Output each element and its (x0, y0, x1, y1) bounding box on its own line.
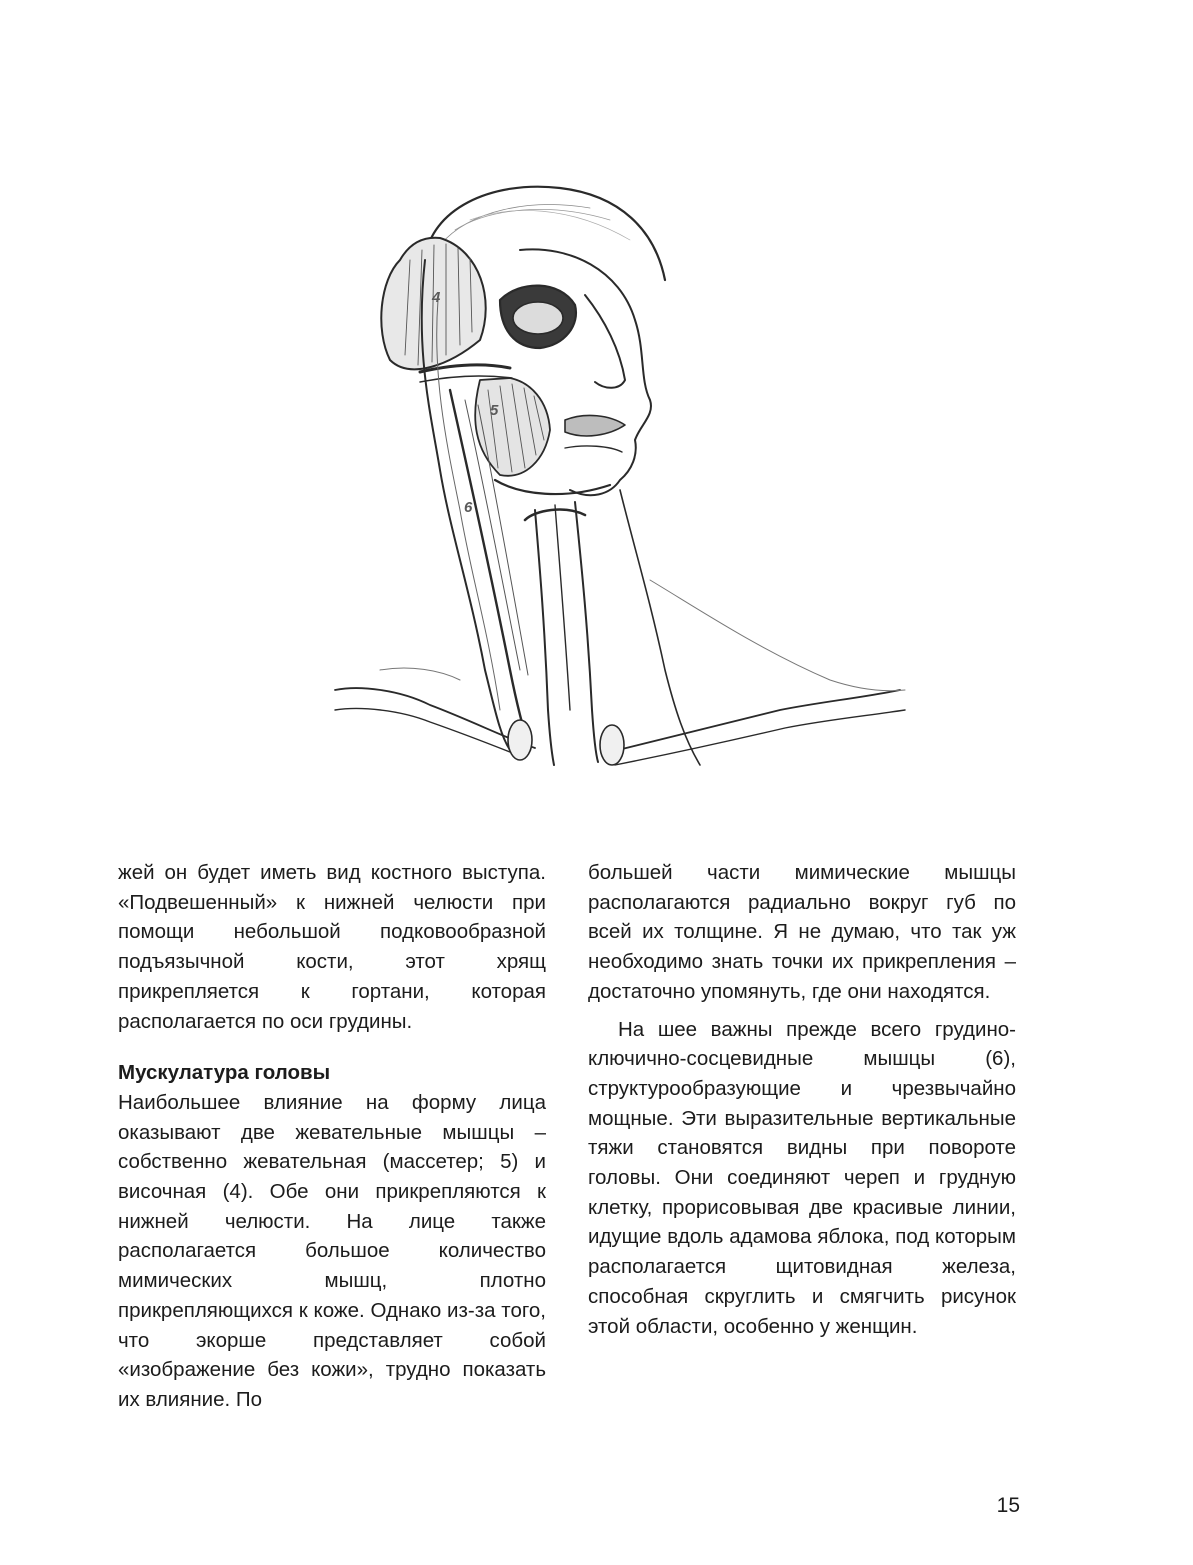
figure-label-6: 6 (464, 499, 473, 516)
left-paragraph-2: Наибольшее влияние на форму лица оказывают две жевательные мышцы – собственно жевательная (массетер; 5) и височная (4). Обе они прикрепляются к нижней челюсти. На лице также располагается большое количество мимических мышц, плотно прикрепляющихся к коже. Однако из-за того, что экорше представляет собой «изображение без кожи», трудно показать их влияние. По (118, 1090, 546, 1411)
anatomy-illustration (320, 150, 920, 790)
figure-label-4: 4 (432, 289, 441, 306)
right-paragraph-1: большей части мимические мышцы располагаются радиально вокруг губ по всей их толщине. Я не думаю, что так уж необходимо знать точки их прикрепления – достаточно упомянуть, где они находятся. (588, 861, 1016, 1003)
left-paragraph-1: жей он будет иметь вид костного выступа. «Подвешенный» к нижней челюсти при помощи небольшой подковообразной подъязычной кости, этот хрящ прикрепляется к гортани, которая располагается по оси грудины. (118, 861, 546, 1033)
right-paragraph-2: На шее важны прежде всего грудино-ключично-сосцевидные мышцы (6), структурообразующие и чрезвычайно мощные. Эти выразительные вертикальные тяжи становятся видны при повороте головы. Они соединяют череп и грудную клетку, прорисовывая две красивые линии, идущие вдоль адамова яблока, под которым располагается щитовидная железа, способная скруглить и смягчить рисунок этой области, особенно у женщин. (588, 1017, 1016, 1338)
page-number: 15 (996, 1494, 1020, 1517)
section-heading: Мускулатура головы (118, 1061, 331, 1085)
left-column (118, 858, 546, 1415)
right-column (588, 858, 1016, 1341)
figure-label-5: 5 (490, 402, 499, 419)
